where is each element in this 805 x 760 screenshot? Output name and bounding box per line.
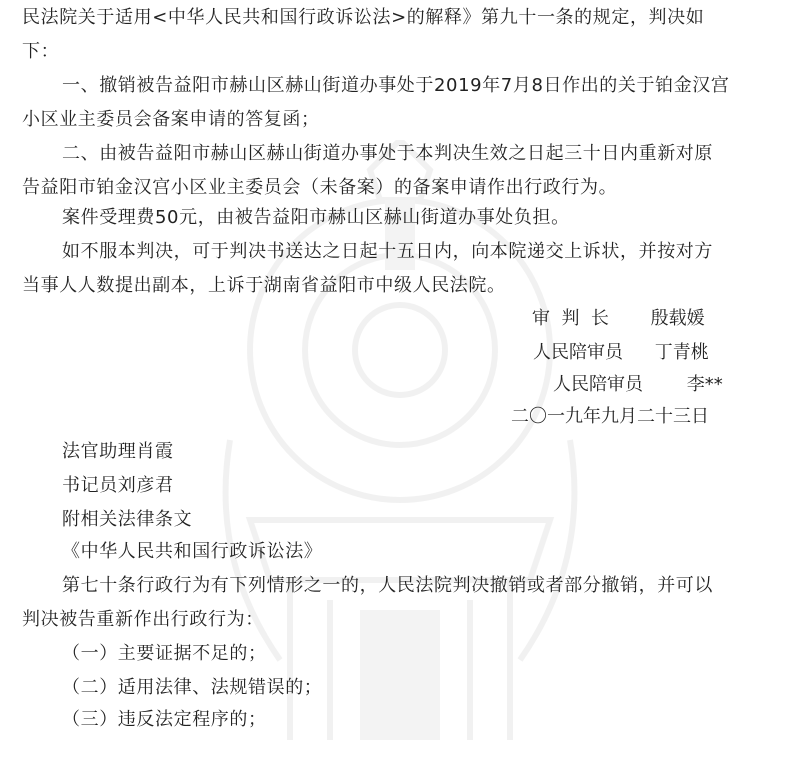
assessor-name: 丁青桃 (654, 342, 709, 363)
article-text: 第七十条行政行为有下列情形之一的，人民法院判决撤销或者部分撤销，并可以 (62, 575, 713, 596)
article-item: （一）主要证据不足的； (62, 643, 267, 664)
article-text: 判决被告重新作出行政行为： (22, 609, 264, 630)
paragraph-line: 当事人人数提出副本，上诉于湖南省益阳市中级人民法院。 (22, 275, 506, 296)
paragraph-line: 小区业主委员会备案申请的答复函； (22, 109, 320, 130)
paragraph-line: 如不服本判决，可于判决书送达之日起十五日内，向本院递交上诉状，并按对方 (62, 241, 713, 262)
law-title: 《中华人民共和国行政诉讼法》 (62, 541, 323, 562)
assessor-role: 人民陪审员 (553, 374, 643, 395)
presiding-judge-name: 殷载媛 (650, 308, 705, 329)
assessor-role: 人民陪审员 (533, 342, 623, 363)
court-emblem-watermark (170, 140, 630, 760)
appendix-heading: 附相关法律条文 (62, 509, 193, 530)
presiding-judge-row (532, 307, 705, 331)
article-item: （二）适用法律、法规错误的； (62, 677, 323, 698)
article-item: （三）违反法定程序的； (62, 709, 267, 730)
paragraph-line: 一、撤销被告益阳市赫山区赫山街道办事处于2019年7月8日作出的关于铂金汉宫 (62, 75, 730, 96)
paragraph-line: 告益阳市铂金汉宫小区业主委员会（未备案）的备案申请作出行政行为。 (22, 177, 618, 198)
assessor-row (533, 341, 709, 365)
assessor-row (553, 373, 723, 397)
court-clerk: 书记员刘彦君 (62, 475, 174, 496)
judge-assistant: 法官助理肖霞 (62, 441, 174, 462)
presiding-judge-role: 审 判 长 (532, 308, 609, 329)
judgment-date: 二〇一九年九月二十三日 (511, 406, 709, 427)
paragraph-line: 案件受理费50元，由被告益阳市赫山区赫山街道办事处负担。 (62, 207, 570, 228)
paragraph-line: 民法院关于适用<中华人民共和国行政诉讼法>的解释》第九十一条的规定，判决如 (22, 7, 705, 28)
assessor-name: 李** (686, 374, 723, 395)
paragraph-line: 二、由被告益阳市赫山区赫山街道办事处于本判决生效之日起三十日内重新对原 (62, 143, 713, 164)
paragraph-line: 下： (22, 41, 60, 62)
